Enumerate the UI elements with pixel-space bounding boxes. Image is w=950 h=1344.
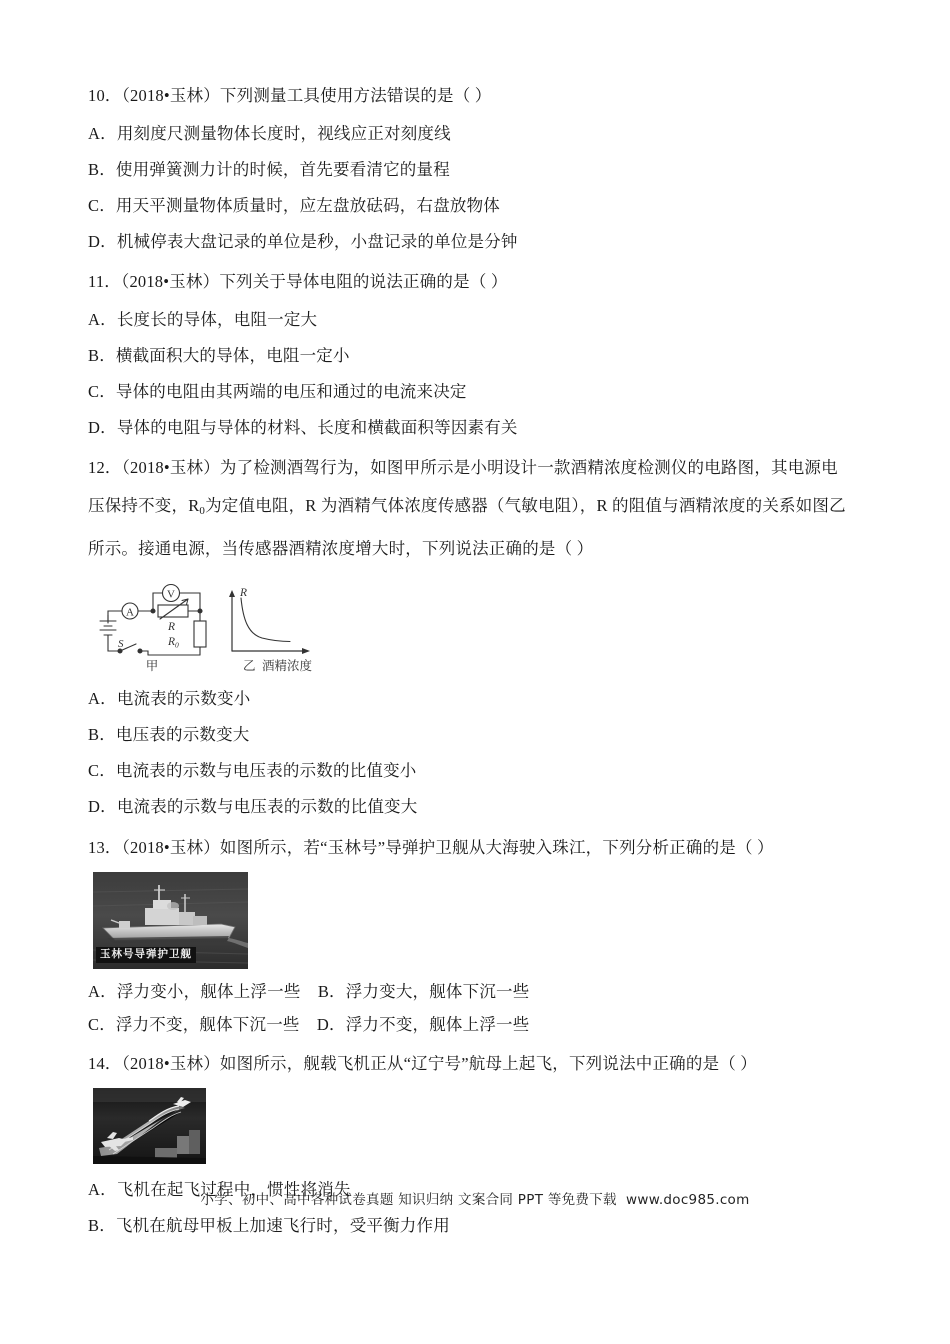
question-12-stem-line2 [88, 488, 878, 529]
question-14-figure [93, 1088, 206, 1164]
footer-url[interactable]: www.doc985.com [626, 1192, 750, 1208]
carrier-takeoff-photo-svg [93, 1088, 206, 1164]
question-10-option-a[interactable]: A．用刻度尺测量物体长度时，视线应正对刻度线 [88, 124, 451, 143]
question-14-option-b[interactable]: B．飞机在航母甲板上加速飞行时，受平衡力作用 [88, 1215, 450, 1235]
question-12-figure [96, 577, 326, 673]
footer-text: 小学、初中、高中各种试卷真题 知识归纳 文案合同 PPT 等免费下载 [200, 1192, 617, 1208]
graph-figure-label: 乙 [243, 658, 256, 673]
question-12-stem-line3: 所示。接通电源，当传感器酒精浓度增大时，下列说法正确的是（ ） [88, 538, 594, 558]
question-13 [88, 830, 878, 1041]
question-13-option-row-1[interactable]: A．浮力变小，舰体上浮一些 B．浮力变大，舰体下沉一些 [88, 981, 530, 1001]
question-12-option-d[interactable]: D．电流表的示数与电压表的示数的比值变大 [88, 796, 418, 816]
page-content [88, 78, 878, 1248]
voltmeter-label: V [167, 588, 175, 601]
question-12-stem-line1: 12．（2018•玉林）为了检测酒驾行为，如图甲所示是小明设计一款酒精浓度检测仪的电路图，其电源电 [88, 458, 838, 477]
fixed-resistor-label: $R_0$ [168, 635, 179, 650]
question-10-option-b[interactable]: B．使用弹簧测力计的时候，首先要看清它的量程 [88, 160, 450, 179]
question-14-option-a[interactable]: A．飞机在起飞过程中，惯性将消失 [88, 1179, 351, 1199]
question-11-stem: 11．（2018•玉林）下列关于导体电阻的说法正确的是（ ） [88, 272, 508, 291]
question-14 [88, 1046, 878, 1244]
graph-x-axis-label: 酒精浓度 [262, 658, 313, 673]
question-11-option-a[interactable]: A．长度长的导体，电阻一定大 [88, 310, 318, 329]
question-11 [88, 264, 878, 446]
question-11-option-c[interactable]: C．导体的电阻由其两端的电压和通过的电流来决定 [88, 382, 467, 401]
question-14-stem: 14．（2018•玉林）如图所示，舰载飞机正从“辽宁号”航母上起飞，下列说法中正确的是（ ） [88, 1053, 757, 1073]
question-10-stem: 10．（2018•玉林）下列测量工具使用方法错误的是（ ） [88, 86, 492, 105]
variable-resistor-label: R [168, 620, 176, 633]
ship-photo-caption: 玉林号导弹护卫舰 [96, 947, 196, 963]
question-12-option-c[interactable]: C．电流表的示数与电压表的示数的比值变小 [88, 760, 417, 780]
question-10 [88, 78, 878, 260]
question-12 [88, 450, 878, 825]
switch-label: S [118, 637, 124, 650]
question-10-option-d[interactable]: D．机械停表大盘记录的单位是秒，小盘记录的单位是分钟 [88, 232, 518, 251]
resistor-subscript: 0 [199, 504, 206, 517]
stem-post: 为定值电阻，R 为酒精气体浓度传感器（气敏电阻），R 的阻值与酒精浓度的关系如图乙 [205, 496, 846, 515]
circuit-figure-label: 甲 [145, 658, 159, 673]
question-13-stem: 13．（2018•玉林）如图所示，若“玉林号”导弹护卫舰从大海驶入珠江，下列分析正确的是（ ） [88, 837, 774, 857]
question-11-option-d[interactable]: D．导体的电阻与导体的材料、长度和横截面积等因素有关 [88, 418, 518, 437]
page-footer [0, 1188, 950, 1208]
stem-pre: 压保持不变，R [88, 496, 200, 515]
question-12-option-a[interactable]: A．电流表的示数变小 [88, 688, 251, 708]
ammeter-label: A [126, 606, 134, 619]
circuit-and-graph-svg [96, 577, 326, 673]
question-13-option-row-2[interactable]: C．浮力不变，舰体下沉一些 D．浮力不变，舰体上浮一些 [88, 1014, 530, 1034]
question-13-figure [93, 872, 248, 969]
graph-y-axis-label: R [240, 586, 248, 599]
question-11-option-b[interactable]: B．横截面积大的导体，电阻一定小 [88, 346, 350, 365]
question-12-option-b[interactable]: B．电压表的示数变大 [88, 724, 250, 744]
question-10-option-c[interactable]: C．用天平测量物体质量时，应左盘放砝码，右盘放物体 [88, 196, 501, 215]
